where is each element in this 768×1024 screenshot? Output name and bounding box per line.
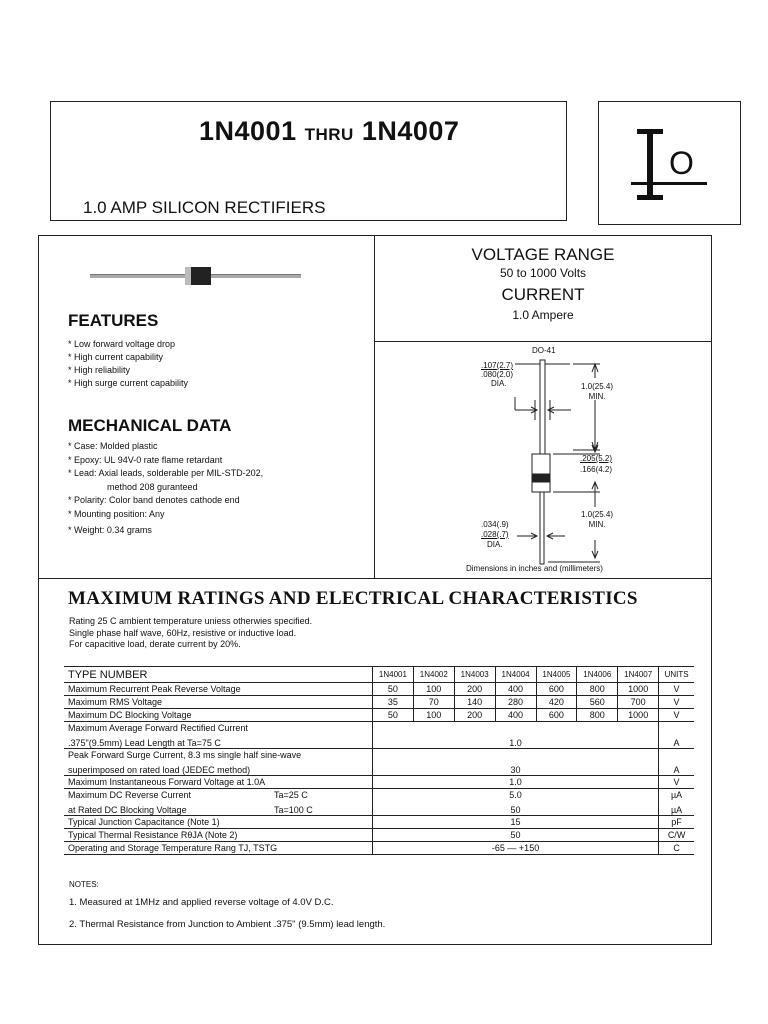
ratings-title: MAXIMUM RATINGS AND ELECTRICAL CHARACTERISTICS [68,588,638,609]
table-row: superimposed on rated load (JEDEC method) 30 A [64,761,694,776]
note-1: 1. Measured at 1MHz and applied reverse voltage of 4.0V D.C. [69,897,334,908]
current-title: CURRENT [501,285,585,304]
list-item: * High surge current capability [68,378,189,388]
list-item: * Weight: 0.34 grams [68,525,152,535]
table-row: Maximum RMS Voltage 35 70 140 280 420 560 700 V [64,696,694,709]
voltage-range-value: 50 to 1000 Volts [499,266,587,280]
dimensions-note: Dimensions in inches and (millimeters) [466,564,603,573]
list-item: * High current capability [68,352,164,362]
table-row: Operating and Storage Temperature Rang TJ, TSTG -65 — +150 C [64,842,694,855]
lead-dia-label: .107(2.7) .080(2.0) DIA. [481,361,514,388]
table-row: Maximum Recurrent Peak Reverse Voltage 50 100 200 400 600 800 1000 V [64,683,694,696]
list-item: * Epoxy: UL 94V-0 rate flame retardant [68,454,223,465]
part-title [199,116,459,147]
package-name: DO-41 [532,346,556,355]
voltage-range-title: VOLTAGE RANGE [471,245,615,264]
current-value: 1.0 Ampere [512,308,574,322]
list-item: * High reliability [68,365,131,375]
thru-label: THRU [304,125,354,144]
part-end: 1N4007 [361,116,460,146]
wire-dia-label: .034(.9) .028(.7) DIA. [481,520,509,549]
list-item: * Mounting position: Any [68,508,165,519]
table-row: Maximum DC Blocking Voltage 50 100 200 400 600 800 1000 V [64,709,694,722]
table-row: .375"(9.5mm) Lead Length at Ta=75 C 1.0 A [64,734,694,749]
list-item: * Polarity: Color band denotes cathode end [68,495,240,505]
list-item: * Lead: Axial leads, solderable per MIL-STD-202, [68,468,264,478]
mechanical-title: MECHANICAL DATA [68,416,232,435]
title-box [50,101,567,221]
note-2: 2. Thermal Resistance from Junction to Ambient .375" (9.5mm) lead length. [69,919,386,930]
company-logo [599,102,740,224]
logo-box [598,101,741,225]
ratings-table [64,666,694,855]
list-item: method 208 guranteed [107,481,198,492]
length-bottom-label: 1.0(25.4) MIN. [581,510,614,529]
mechanical-list [68,440,263,538]
do41-outline [375,342,711,578]
table-header: TYPE NUMBER 1N4001 1N4002 1N4003 1N4004 1N4005 1N4006 1N4007 UNITS [64,667,694,683]
table-row: Maximum DC Reverse Current Ta=25 C 5.0 µA [64,789,694,802]
table-row: Maximum Average Forward Rectified Current [64,722,694,735]
part-start: 1N4001 [199,116,297,146]
features-list [68,338,188,390]
features-title: FEATURES [68,311,159,330]
rating-conditions: Rating 25 C ambient temperature uniess otherwies specified. Single phase half wave, 60Hz, resistive or inductive load. For capacitive load, derate current by 20%. [69,616,313,649]
notes-heading: NOTES: [69,880,99,889]
table-row: Typical Junction Capacitance (Note 1) 15 pF [64,816,694,829]
table-row: at Rated DC Blocking Voltage Ta=100 C 50 µA [64,801,694,816]
list-item: * Case: Molded plastic [68,441,158,451]
length-top-label: 1.0(25.4) MIN. [581,382,614,401]
table-row: Peak Forward Surge Current, 8.3 ms single half sine-wave [64,749,694,762]
logo-letter: O [669,145,694,181]
subtitle: 1.0 AMP SILICON RECTIFIERS [83,198,326,217]
divider [38,578,712,579]
package-drawing [375,342,711,578]
body-length-label: .205(5.2) .166(4.2) [580,454,613,474]
list-item: * Low forward voltage drop [68,339,176,349]
table-row: Maximum Instantaneous Forward Voltage at 1.0A 1.0 V [64,776,694,789]
diode-image [88,264,303,288]
table-row: Typical Thermal Resistance RθJA (Note 2) 50 C/W [64,829,694,842]
